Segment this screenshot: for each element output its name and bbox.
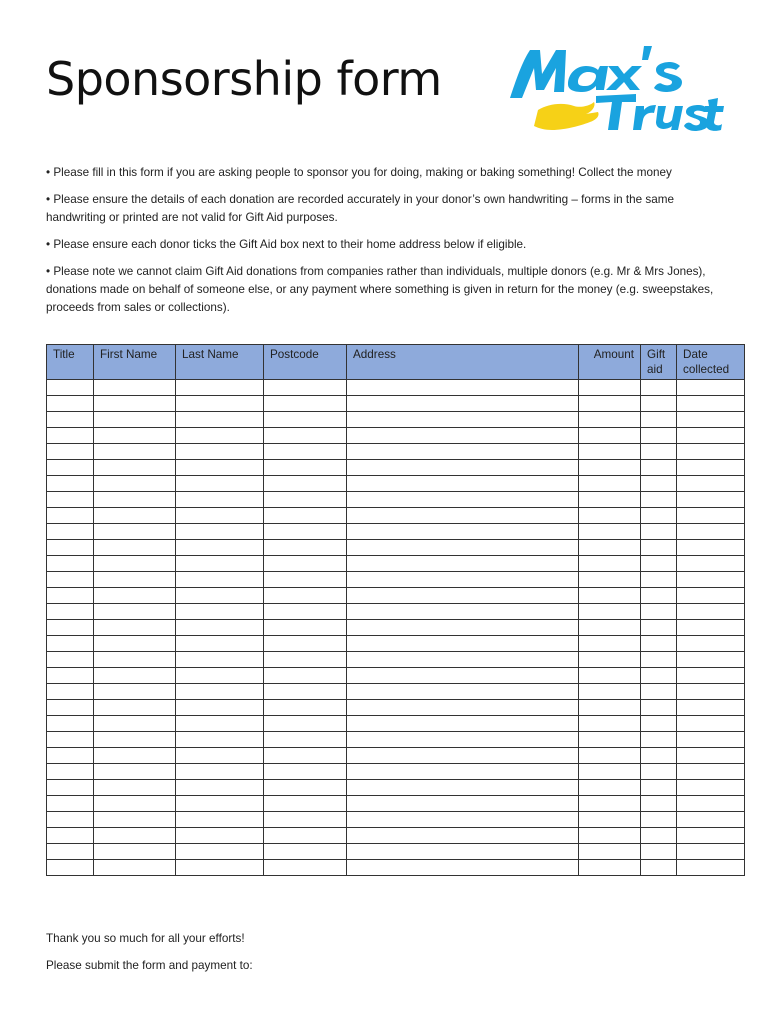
cell-first-name[interactable] (94, 812, 176, 828)
cell-last-name[interactable] (176, 780, 264, 796)
cell-amount[interactable] (579, 572, 641, 588)
cell-first-name[interactable] (94, 684, 176, 700)
cell-gift-aid[interactable] (641, 764, 677, 780)
cell-amount[interactable] (579, 780, 641, 796)
cell-amount[interactable] (579, 668, 641, 684)
cell-date-collected[interactable] (677, 684, 745, 700)
col-gift-aid: Gift aid (641, 345, 677, 380)
cell-amount[interactable] (579, 700, 641, 716)
cell-postcode[interactable] (264, 444, 347, 460)
cell-address[interactable] (347, 508, 579, 524)
cell-gift-aid[interactable] (641, 684, 677, 700)
cell-first-name[interactable] (94, 844, 176, 860)
cell-last-name[interactable] (176, 716, 264, 732)
cell-postcode[interactable] (264, 812, 347, 828)
table-row (47, 812, 745, 828)
cell-date-collected[interactable] (677, 444, 745, 460)
cell-postcode[interactable] (264, 540, 347, 556)
cell-date-collected[interactable] (677, 780, 745, 796)
cell-gift-aid[interactable] (641, 508, 677, 524)
cell-gift-aid[interactable] (641, 556, 677, 572)
cell-date-collected[interactable] (677, 524, 745, 540)
cell-address[interactable] (347, 588, 579, 604)
cell-gift-aid[interactable] (641, 572, 677, 588)
cell-gift-aid[interactable] (641, 636, 677, 652)
cell-last-name[interactable] (176, 604, 264, 620)
cell-first-name[interactable] (94, 828, 176, 844)
cell-amount[interactable] (579, 540, 641, 556)
col-amount: Amount (579, 345, 641, 380)
cell-title[interactable] (47, 748, 94, 764)
cell-date-collected[interactable] (677, 828, 745, 844)
cell-last-name[interactable] (176, 652, 264, 668)
table-row (47, 716, 745, 732)
cell-date-collected[interactable] (677, 748, 745, 764)
cell-title[interactable] (47, 380, 94, 396)
cell-address[interactable] (347, 812, 579, 828)
cell-gift-aid[interactable] (641, 860, 677, 876)
cell-date-collected[interactable] (677, 620, 745, 636)
cell-title[interactable] (47, 396, 94, 412)
cell-date-collected[interactable] (677, 796, 745, 812)
table-row (47, 572, 745, 588)
cell-date-collected[interactable] (677, 540, 745, 556)
cell-postcode[interactable] (264, 668, 347, 684)
cell-last-name[interactable] (176, 492, 264, 508)
cell-first-name[interactable] (94, 668, 176, 684)
cell-last-name[interactable] (176, 428, 264, 444)
cell-gift-aid[interactable] (641, 396, 677, 412)
cell-last-name[interactable] (176, 796, 264, 812)
cell-first-name[interactable] (94, 780, 176, 796)
instruction-handwriting: • Please ensure the details of each donation are recorded accurately in your donor’s own handwriting – forms in the same handwriting or printed are not valid for Gift Aid purposes. (46, 193, 675, 224)
cell-amount[interactable] (579, 476, 641, 492)
table-row (47, 780, 745, 796)
cell-gift-aid[interactable] (641, 700, 677, 716)
cell-postcode[interactable] (264, 460, 347, 476)
cell-last-name[interactable] (176, 764, 264, 780)
cell-first-name[interactable] (94, 524, 176, 540)
table-row (47, 556, 745, 572)
cell-first-name[interactable] (94, 796, 176, 812)
col-title: Title (47, 345, 94, 380)
cell-gift-aid[interactable] (641, 492, 677, 508)
cell-first-name[interactable] (94, 508, 176, 524)
submit-instructions: Please submit the form and payment to: (46, 959, 253, 972)
cell-last-name[interactable] (176, 828, 264, 844)
table-row (47, 796, 745, 812)
cell-title[interactable] (47, 540, 94, 556)
cell-amount[interactable] (579, 732, 641, 748)
cell-address[interactable] (347, 748, 579, 764)
cell-amount[interactable] (579, 524, 641, 540)
cell-last-name[interactable] (176, 620, 264, 636)
cell-first-name[interactable] (94, 620, 176, 636)
cell-date-collected[interactable] (677, 716, 745, 732)
cell-amount[interactable] (579, 844, 641, 860)
instruction-eligibility: • Please note we cannot claim Gift Aid donations from companies rather than individuals, multiple donors (e.g. Mr & Mrs Jones), donations made on behalf of someone else, or any payment where something is given in return for the money (e.g. sweepstakes, proceeds from sales or collections). (46, 265, 714, 314)
cell-address[interactable] (347, 652, 579, 668)
cell-first-name[interactable] (94, 860, 176, 876)
cell-postcode[interactable] (264, 412, 347, 428)
cell-address[interactable] (347, 396, 579, 412)
cell-date-collected[interactable] (677, 604, 745, 620)
cell-last-name[interactable] (176, 700, 264, 716)
page-title: Sponsorship form (46, 52, 442, 106)
instructions (46, 164, 724, 326)
cell-gift-aid[interactable] (641, 828, 677, 844)
cell-date-collected[interactable] (677, 508, 745, 524)
cell-title[interactable] (47, 732, 94, 748)
thank-you-text: Thank you so much for all your efforts! (46, 932, 245, 945)
footer (46, 930, 253, 984)
cell-gift-aid[interactable] (641, 588, 677, 604)
cell-date-collected[interactable] (677, 668, 745, 684)
col-last-name: Last Name (176, 345, 264, 380)
cell-amount[interactable] (579, 828, 641, 844)
cell-gift-aid[interactable] (641, 380, 677, 396)
cell-address[interactable] (347, 796, 579, 812)
cell-last-name[interactable] (176, 812, 264, 828)
cell-first-name[interactable] (94, 652, 176, 668)
cell-first-name[interactable] (94, 460, 176, 476)
cell-title[interactable] (47, 476, 94, 492)
cell-amount[interactable] (579, 716, 641, 732)
cell-title[interactable] (47, 444, 94, 460)
cell-amount[interactable] (579, 620, 641, 636)
cell-amount[interactable] (579, 412, 641, 428)
cell-amount[interactable] (579, 652, 641, 668)
cell-first-name[interactable] (94, 380, 176, 396)
cell-title[interactable] (47, 764, 94, 780)
cell-amount[interactable] (579, 588, 641, 604)
cell-address[interactable] (347, 684, 579, 700)
cell-date-collected[interactable] (677, 588, 745, 604)
cell-title[interactable] (47, 684, 94, 700)
cell-gift-aid[interactable] (641, 844, 677, 860)
cell-postcode[interactable] (264, 508, 347, 524)
cell-amount[interactable] (579, 812, 641, 828)
table-row (47, 460, 745, 476)
cell-first-name[interactable] (94, 556, 176, 572)
cell-postcode[interactable] (264, 492, 347, 508)
table-row (47, 396, 745, 412)
cell-amount[interactable] (579, 492, 641, 508)
cell-amount[interactable] (579, 604, 641, 620)
cell-title[interactable] (47, 636, 94, 652)
cell-postcode[interactable] (264, 380, 347, 396)
cell-postcode[interactable] (264, 860, 347, 876)
cell-last-name[interactable] (176, 524, 264, 540)
cell-last-name[interactable] (176, 748, 264, 764)
cell-title[interactable] (47, 780, 94, 796)
cell-postcode[interactable] (264, 780, 347, 796)
table-row (47, 588, 745, 604)
cell-date-collected[interactable] (677, 396, 745, 412)
cell-title[interactable] (47, 716, 94, 732)
cell-gift-aid[interactable] (641, 604, 677, 620)
cell-postcode[interactable] (264, 620, 347, 636)
cell-last-name[interactable] (176, 476, 264, 492)
cell-gift-aid[interactable] (641, 476, 677, 492)
cell-first-name[interactable] (94, 588, 176, 604)
cell-address[interactable] (347, 700, 579, 716)
cell-last-name[interactable] (176, 844, 264, 860)
cell-address[interactable] (347, 668, 579, 684)
cell-first-name[interactable] (94, 412, 176, 428)
instruction-collect: • Please fill in this form if you are asking people to sponsor you for doing, making or baking something! Collect the money (46, 166, 672, 179)
table-row (47, 844, 745, 860)
cell-gift-aid[interactable] (641, 444, 677, 460)
cell-postcode[interactable] (264, 764, 347, 780)
table-row (47, 732, 745, 748)
cell-address[interactable] (347, 380, 579, 396)
cell-date-collected[interactable] (677, 412, 745, 428)
cell-amount[interactable] (579, 748, 641, 764)
cell-address[interactable] (347, 828, 579, 844)
cell-first-name[interactable] (94, 492, 176, 508)
cell-last-name[interactable] (176, 460, 264, 476)
cell-date-collected[interactable] (677, 460, 745, 476)
cell-first-name[interactable] (94, 396, 176, 412)
cell-amount[interactable] (579, 684, 641, 700)
cell-postcode[interactable] (264, 652, 347, 668)
cell-amount[interactable] (579, 508, 641, 524)
cell-title[interactable] (47, 492, 94, 508)
cell-last-name[interactable] (176, 540, 264, 556)
table-row (47, 860, 745, 876)
cell-gift-aid[interactable] (641, 460, 677, 476)
cell-address[interactable] (347, 428, 579, 444)
cell-last-name[interactable] (176, 380, 264, 396)
cell-date-collected[interactable] (677, 844, 745, 860)
cell-postcode[interactable] (264, 428, 347, 444)
cell-amount[interactable] (579, 636, 641, 652)
cell-postcode[interactable] (264, 748, 347, 764)
max-trust-logo (506, 40, 726, 132)
cell-gift-aid[interactable] (641, 652, 677, 668)
cell-date-collected[interactable] (677, 812, 745, 828)
cell-last-name[interactable] (176, 508, 264, 524)
cell-amount[interactable] (579, 444, 641, 460)
cell-title[interactable] (47, 700, 94, 716)
table-row (47, 540, 745, 556)
cell-amount[interactable] (579, 796, 641, 812)
cell-gift-aid[interactable] (641, 732, 677, 748)
cell-first-name[interactable] (94, 748, 176, 764)
cell-address[interactable] (347, 716, 579, 732)
cell-postcode[interactable] (264, 828, 347, 844)
cell-address[interactable] (347, 860, 579, 876)
cell-amount[interactable] (579, 764, 641, 780)
cell-postcode[interactable] (264, 732, 347, 748)
table-row (47, 604, 745, 620)
cell-postcode[interactable] (264, 636, 347, 652)
cell-first-name[interactable] (94, 444, 176, 460)
cell-postcode[interactable] (264, 684, 347, 700)
cell-address[interactable] (347, 524, 579, 540)
cell-first-name[interactable] (94, 428, 176, 444)
table-row (47, 684, 745, 700)
cell-title[interactable] (47, 588, 94, 604)
cell-gift-aid[interactable] (641, 716, 677, 732)
cell-address[interactable] (347, 476, 579, 492)
cell-first-name[interactable] (94, 716, 176, 732)
cell-amount[interactable] (579, 428, 641, 444)
cell-last-name[interactable] (176, 684, 264, 700)
col-first-name: First Name (94, 345, 176, 380)
cell-gift-aid[interactable] (641, 668, 677, 684)
cell-date-collected[interactable] (677, 652, 745, 668)
cell-last-name[interactable] (176, 636, 264, 652)
cell-gift-aid[interactable] (641, 796, 677, 812)
cell-last-name[interactable] (176, 556, 264, 572)
cell-date-collected[interactable] (677, 700, 745, 716)
cell-title[interactable] (47, 556, 94, 572)
cell-postcode[interactable] (264, 716, 347, 732)
cell-first-name[interactable] (94, 572, 176, 588)
table-row (47, 668, 745, 684)
cell-last-name[interactable] (176, 588, 264, 604)
table-row (47, 620, 745, 636)
cell-postcode[interactable] (264, 604, 347, 620)
cell-last-name[interactable] (176, 572, 264, 588)
cell-address[interactable] (347, 556, 579, 572)
cell-amount[interactable] (579, 396, 641, 412)
cell-postcode[interactable] (264, 796, 347, 812)
cell-last-name[interactable] (176, 396, 264, 412)
cell-first-name[interactable] (94, 700, 176, 716)
table-row (47, 492, 745, 508)
cell-first-name[interactable] (94, 636, 176, 652)
cell-gift-aid[interactable] (641, 540, 677, 556)
cell-last-name[interactable] (176, 444, 264, 460)
cell-gift-aid[interactable] (641, 780, 677, 796)
table-row (47, 508, 745, 524)
cell-address[interactable] (347, 764, 579, 780)
cell-gift-aid[interactable] (641, 812, 677, 828)
cell-first-name[interactable] (94, 476, 176, 492)
col-date-collected: Date collected (677, 345, 745, 380)
sponsorship-table (46, 344, 745, 876)
cell-address[interactable] (347, 444, 579, 460)
cell-first-name[interactable] (94, 764, 176, 780)
cell-postcode[interactable] (264, 588, 347, 604)
cell-address[interactable] (347, 844, 579, 860)
cell-title[interactable] (47, 796, 94, 812)
cell-last-name[interactable] (176, 668, 264, 684)
table-row (47, 764, 745, 780)
cell-address[interactable] (347, 492, 579, 508)
table-row (47, 700, 745, 716)
cell-amount[interactable] (579, 460, 641, 476)
cell-gift-aid[interactable] (641, 428, 677, 444)
cell-title[interactable] (47, 860, 94, 876)
table-row (47, 412, 745, 428)
table-row (47, 748, 745, 764)
cell-amount[interactable] (579, 380, 641, 396)
table-row (47, 444, 745, 460)
cell-postcode[interactable] (264, 396, 347, 412)
cell-gift-aid[interactable] (641, 524, 677, 540)
cell-title[interactable] (47, 508, 94, 524)
cell-date-collected[interactable] (677, 764, 745, 780)
cell-address[interactable] (347, 412, 579, 428)
table-row (47, 652, 745, 668)
cell-title[interactable] (47, 844, 94, 860)
cell-postcode[interactable] (264, 700, 347, 716)
cell-date-collected[interactable] (677, 860, 745, 876)
instruction-gift-aid-tick: • Please ensure each donor ticks the Gift Aid box next to their home address below if eligible. (46, 238, 527, 251)
table-row (47, 636, 745, 652)
cell-date-collected[interactable] (677, 556, 745, 572)
cell-title[interactable] (47, 460, 94, 476)
cell-date-collected[interactable] (677, 428, 745, 444)
cell-date-collected[interactable] (677, 380, 745, 396)
cell-date-collected[interactable] (677, 572, 745, 588)
cell-title[interactable] (47, 812, 94, 828)
cell-postcode[interactable] (264, 476, 347, 492)
table-row (47, 380, 745, 396)
cell-amount[interactable] (579, 556, 641, 572)
cell-title[interactable] (47, 412, 94, 428)
cell-address[interactable] (347, 604, 579, 620)
cell-postcode[interactable] (264, 524, 347, 540)
table-header-row (47, 345, 745, 380)
cell-title[interactable] (47, 668, 94, 684)
cell-first-name[interactable] (94, 540, 176, 556)
cell-gift-aid[interactable] (641, 620, 677, 636)
cell-address[interactable] (347, 636, 579, 652)
cell-date-collected[interactable] (677, 732, 745, 748)
table-row (47, 476, 745, 492)
cell-title[interactable] (47, 428, 94, 444)
cell-postcode[interactable] (264, 844, 347, 860)
table-row (47, 828, 745, 844)
cell-first-name[interactable] (94, 604, 176, 620)
cell-address[interactable] (347, 620, 579, 636)
cell-title[interactable] (47, 572, 94, 588)
col-address: Address (347, 345, 579, 380)
table-row (47, 428, 745, 444)
cell-title[interactable] (47, 652, 94, 668)
cell-gift-aid[interactable] (641, 412, 677, 428)
cell-postcode[interactable] (264, 572, 347, 588)
cell-last-name[interactable] (176, 732, 264, 748)
table-row (47, 524, 745, 540)
cell-address[interactable] (347, 460, 579, 476)
cell-amount[interactable] (579, 860, 641, 876)
cell-address[interactable] (347, 732, 579, 748)
cell-last-name[interactable] (176, 860, 264, 876)
col-postcode: Postcode (264, 345, 347, 380)
cell-last-name[interactable] (176, 412, 264, 428)
cell-address[interactable] (347, 540, 579, 556)
cell-title[interactable] (47, 604, 94, 620)
cell-title[interactable] (47, 524, 94, 540)
cell-title[interactable] (47, 620, 94, 636)
cell-gift-aid[interactable] (641, 748, 677, 764)
cell-address[interactable] (347, 572, 579, 588)
cell-date-collected[interactable] (677, 492, 745, 508)
cell-date-collected[interactable] (677, 636, 745, 652)
cell-address[interactable] (347, 780, 579, 796)
cell-title[interactable] (47, 828, 94, 844)
cell-first-name[interactable] (94, 732, 176, 748)
cell-date-collected[interactable] (677, 476, 745, 492)
cell-postcode[interactable] (264, 556, 347, 572)
